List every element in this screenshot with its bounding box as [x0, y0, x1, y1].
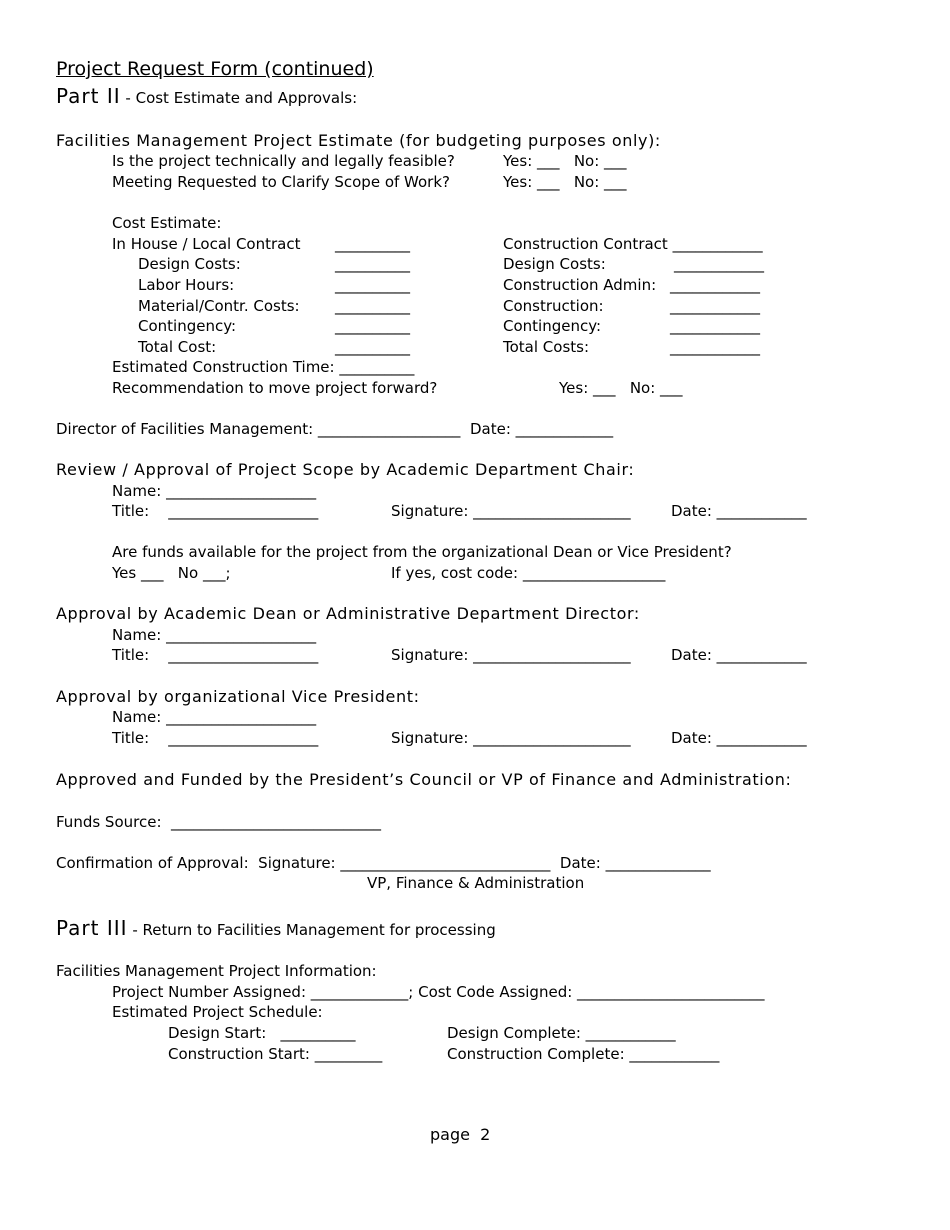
chair-signature-field[interactable]: Signature: _____________________	[391, 502, 631, 520]
inhouse-row-label: Labor Hours:	[138, 276, 235, 294]
director-signoff-field[interactable]: Director of Facilities Management: ___________________ Date: _____________	[56, 420, 614, 438]
project-info-heading: Facilities Management Project Information:	[56, 962, 377, 980]
inhouse-row-field[interactable]: __________	[335, 276, 410, 294]
dean-approval-heading: Approval by Academic Dean or Administrative Department Director:	[56, 604, 640, 623]
inhouse-row-field[interactable]: __________	[335, 297, 410, 315]
fm-estimate-heading: Facilities Management Project Estimate (for budgeting purposes only):	[56, 131, 661, 150]
contract-row-field[interactable]: ____________	[670, 297, 760, 315]
contract-row-label: Design Costs:	[503, 255, 606, 273]
meeting-answer-field[interactable]: Yes: ___ No: ___	[503, 173, 627, 191]
inhouse-field[interactable]: __________	[335, 235, 410, 253]
construction-complete-field[interactable]: Construction Complete: ____________	[447, 1045, 720, 1063]
inhouse-row-field[interactable]: __________	[335, 317, 410, 335]
vp-finance-caption: VP, Finance & Administration	[367, 874, 585, 892]
inhouse-row-label: Total Cost:	[138, 338, 217, 356]
part-two-heading	[56, 86, 357, 106]
inhouse-row-field[interactable]: __________	[335, 255, 410, 273]
part-three-label: Part III	[56, 916, 128, 940]
cost-estimate-label: Cost Estimate:	[112, 214, 222, 232]
construction-start-field[interactable]: Construction Start: _________	[168, 1045, 383, 1063]
estimated-time-field[interactable]: Estimated Construction Time: __________	[112, 358, 415, 376]
contract-row-label: Total Costs:	[503, 338, 590, 356]
contract-row-field[interactable]: ____________	[670, 276, 760, 294]
contract-row-field[interactable]: ____________	[674, 255, 764, 273]
contract-row-label: Contingency:	[503, 317, 602, 335]
dean-title-field[interactable]: Title: ____________________	[112, 646, 319, 664]
chair-title-field[interactable]: Title: ____________________	[112, 502, 319, 520]
form-title: Project Request Form (continued)	[56, 58, 374, 80]
confirmation-field[interactable]: Confirmation of Approval: Signature: ____________________________ Date: ______________	[56, 854, 711, 872]
contract-row-label: Construction Admin:	[503, 276, 657, 294]
funds-source-field[interactable]: Funds Source: ____________________________	[56, 813, 382, 831]
dean-date-field[interactable]: Date: ____________	[671, 646, 807, 664]
chair-date-field[interactable]: Date: ____________	[671, 502, 807, 520]
contract-row-field[interactable]: ____________	[670, 317, 760, 335]
dean-name-field[interactable]: Name: ____________________	[112, 626, 317, 644]
schedule-label: Estimated Project Schedule:	[112, 1003, 323, 1021]
funds-question: Are funds available for the project from the organizational Dean or Vice President?	[112, 543, 732, 561]
inhouse-row-field[interactable]: __________	[335, 338, 410, 356]
meeting-question: Meeting Requested to Clarify Scope of Work?	[112, 173, 450, 191]
construction-contract-field[interactable]: Construction Contract ____________	[503, 235, 763, 253]
part-two-label: Part II	[56, 84, 121, 108]
inhouse-label: In House / Local Contract	[112, 235, 301, 253]
vp-name-field[interactable]: Name: ____________________	[112, 708, 317, 726]
design-complete-field[interactable]: Design Complete: ____________	[447, 1024, 676, 1042]
recommendation-answer-field[interactable]: Yes: ___ No: ___	[559, 379, 683, 397]
vp-approval-heading: Approval by organizational Vice President:	[56, 687, 420, 706]
recommendation-question: Recommendation to move project forward?	[112, 379, 438, 397]
feasible-question: Is the project technically and legally feasible?	[112, 152, 455, 170]
funds-answer-field[interactable]: Yes ___ No ___;	[112, 564, 231, 582]
design-start-field[interactable]: Design Start: __________	[168, 1024, 356, 1042]
chair-review-heading: Review / Approval of Project Scope by Academic Department Chair:	[56, 460, 635, 479]
inhouse-row-label: Material/Contr. Costs:	[138, 297, 300, 315]
chair-name-field[interactable]: Name: ____________________	[112, 482, 317, 500]
cost-code-field[interactable]: If yes, cost code: ___________________	[391, 564, 666, 582]
page-number: page 2	[430, 1125, 491, 1144]
vp-title-field[interactable]: Title: ____________________	[112, 729, 319, 747]
vp-signature-field[interactable]: Signature: _____________________	[391, 729, 631, 747]
part-three-subtitle: - Return to Facilities Management for processing	[127, 921, 496, 939]
dean-signature-field[interactable]: Signature: _____________________	[391, 646, 631, 664]
feasible-answer-field[interactable]: Yes: ___ No: ___	[503, 152, 627, 170]
vp-date-field[interactable]: Date: ____________	[671, 729, 807, 747]
inhouse-row-label: Contingency:	[138, 317, 237, 335]
part-two-subtitle: - Cost Estimate and Approvals:	[120, 89, 358, 107]
contract-row-field[interactable]: ____________	[670, 338, 760, 356]
part-three-heading	[56, 918, 496, 938]
contract-row-label: Construction:	[503, 297, 604, 315]
inhouse-row-label: Design Costs:	[138, 255, 241, 273]
council-heading: Approved and Funded by the President’s Council or VP of Finance and Administration:	[56, 770, 792, 789]
project-number-field[interactable]: Project Number Assigned: _____________; Cost Code Assigned: _________________________	[112, 983, 765, 1001]
